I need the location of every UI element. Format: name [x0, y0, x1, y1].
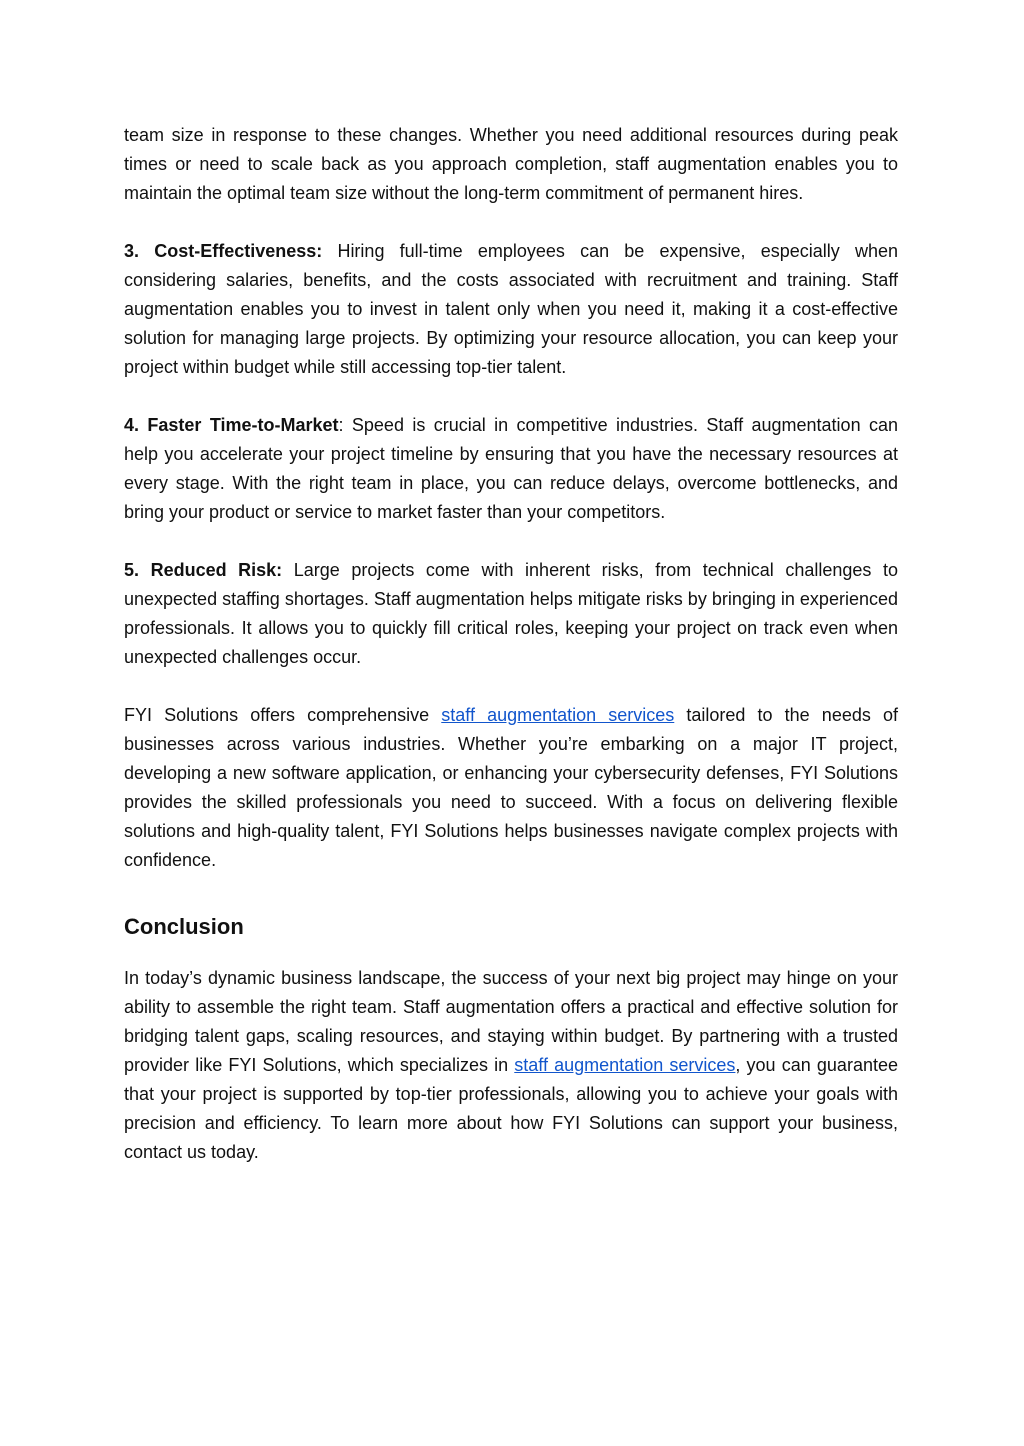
staff-augmentation-link[interactable]: staff augmentation services: [514, 1055, 736, 1075]
fyi-text-after: tailored to the needs of businesses across various industries. Whether you’re embarking on a major IT project, developing a new software application, or enhancing your cybersecurity defenses, FYI Solutions provides the skilled professionals you need to succeed. With a focus on delivering flexible solutions and high-quality talent, FYI Solutions helps businesses navigate complex projects with confidence.: [124, 705, 898, 870]
conclusion-paragraph: [124, 964, 898, 1167]
fyi-text-before: FYI Solutions offers comprehensive: [124, 705, 442, 725]
item-text: Large projects come with inherent risks, from technical challenges to unexpected staffing shortages. Staff augmentation helps mitigate risks by bringing in experienced professionals. It allows you to quickly fill critical roles, keeping your project on track even when unexpected challenges occur.: [124, 560, 899, 667]
item-heading: 3. Cost-Effectiveness:: [124, 241, 323, 261]
staff-augmentation-link[interactable]: staff augmentation services: [441, 705, 675, 725]
document-page: [124, 121, 898, 1196]
cost-effectiveness-paragraph: [124, 237, 898, 382]
conclusion-text-before: In today’s dynamic business landscape, the success of your next big project may hinge on your ability to assemble the right team. Staff augmentation offers a practical and effective solution for bridging talent gaps, scaling resources, and staying within budget. By partnering with a trusted provider like FYI Solutions, which specializes in: [124, 968, 898, 1075]
item-text: Hiring full-time employees can be expensive, especially when considering salaries, benefits, and the costs associated with recruitment and training. Staff augmentation enables you to invest in talent only when you need it, making it a cost-effective solution for managing large projects. By optimizing your resource allocation, you can keep your project within budget while still accessing top-tier talent.: [124, 241, 898, 377]
item-text: : Speed is crucial in competitive industries. Staff augmentation can help you accelerate your project timeline by ensuring that you have the necessary resources at every stage. With the right team in place, you can reduce delays, overcome bottlenecks, and bring your product or service to market faster than your competitors.: [124, 415, 898, 522]
intro-paragraph: team size in response to these changes. Whether you need additional resources during peak times or need to scale back as you approach completion, staff augmentation enables you to maintain the optimal team size without the long-term commitment of permanent hires.: [124, 125, 898, 203]
reduced-risk-paragraph: [124, 556, 898, 672]
fyi-solutions-paragraph: [124, 701, 898, 875]
item-heading: 5. Reduced Risk:: [124, 560, 283, 580]
conclusion-heading: Conclusion: [124, 914, 244, 939]
item-heading: 4. Faster Time-to-Market: [124, 415, 339, 435]
time-to-market-paragraph: [124, 411, 898, 527]
conclusion-text-after: , you can guarantee that your project is supported by top-tier professionals, allowing you to achieve your goals with precision and efficiency. To learn more about how FYI Solutions can support your business, contact us today.: [124, 1055, 898, 1162]
